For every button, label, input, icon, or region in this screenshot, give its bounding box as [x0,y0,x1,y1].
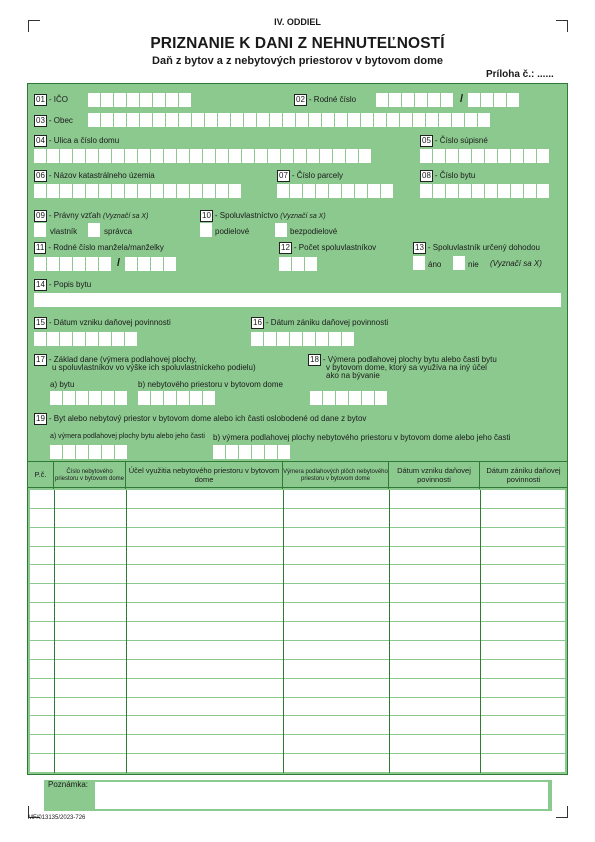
birth-number-part2-input[interactable] [468,93,519,107]
field-18-label-line3: ako na bývanie [326,371,380,380]
owner-label: vlastník [50,227,78,236]
spouse-birth-number-part1-input[interactable] [34,257,111,271]
column-divider [54,490,55,773]
table-row[interactable] [30,528,565,547]
flat-description-input[interactable] [34,293,561,307]
municipality-input[interactable] [88,113,490,127]
table-row[interactable] [30,641,565,660]
other-use-area-input[interactable] [310,391,387,405]
form-subtitle: Daň z bytov a z nebytových priestorov v bytovom dome [152,55,443,67]
column-header-number: P.č. [28,462,54,489]
field-17-label: 17 - Základ dane (výmera podlahovej plochy, [36,355,197,365]
column-divider [283,490,284,773]
column-header-floor-area: Výmera podlahových plôch nebytového priestoru v bytovom dome [283,462,389,489]
ico-input[interactable] [88,93,191,107]
column-header-end-date: Dátum zániku daňovej povinnosti [486,465,561,484]
column-divider [126,490,127,773]
parcel-number-input[interactable] [277,184,393,198]
field-03-label: 03 - Obec [36,116,73,126]
administrator-checkbox[interactable] [88,223,100,237]
column-header-purpose: Účel využitia nebytového priestoru v bytovom dome [126,462,283,489]
field-08-label: 08 - Číslo bytu [422,171,476,181]
exempt-flat-area-input[interactable] [50,445,127,459]
field-18-label-line2: v bytovom dome, ktorý sa využíva na iný účel [326,363,487,372]
note-input[interactable] [95,782,548,809]
field-17-label-line2: u spoluvlastníkov vo výške ich spoluvlastníckeho podielu) [52,363,256,372]
field-04-label: 04 - Ulica a číslo domu [36,136,120,146]
field-11-label: 11 - Rodné číslo manžela/manželky [36,243,164,253]
table-row[interactable] [30,509,565,528]
street-input[interactable] [34,149,371,163]
table-row[interactable] [30,754,565,773]
column-divider [389,490,390,773]
co-owners-count-input[interactable] [279,257,317,271]
birth-number-part1-input[interactable] [376,93,453,107]
table-row[interactable] [30,565,565,584]
table-row[interactable] [30,603,565,622]
shared-ownership-label: podielové [215,227,250,236]
agreed-co-owner-no-checkbox[interactable] [453,256,465,270]
crop-mark-bottom-right [556,806,568,818]
tax-liability-start-date-input[interactable] [34,332,137,346]
column-divider [480,490,481,773]
table-row[interactable] [30,698,565,717]
birth-number-separator: / [460,93,464,105]
table-row[interactable] [30,735,565,754]
field-19a-label: a) výmera podlahovej plochy bytu alebo jeho časti [50,433,205,440]
attachment-number: Príloha č.: ...... [486,69,554,80]
field-19b-label: b) výmera podlahovej plochy nebytového priestoru v bytovom dome alebo jeho časti [213,433,511,442]
column-header-start-date: Dátum vzniku daňovej povinnosti [389,462,480,489]
field-14-label: 14 - Popis bytu [36,280,92,290]
agreed-co-owner-yes-label: áno [428,260,442,269]
field-06-label: 06 - Názov katastrálneho územia [36,171,155,181]
field-17a-label: a) bytu [50,380,75,389]
nonresidential-premises-table[interactable] [30,490,565,773]
tax-liability-end-date-input[interactable] [251,332,354,346]
tax-base-flat-input[interactable] [50,391,127,405]
field-07-label: 07 - Číslo parcely [279,171,344,181]
field-15-label: 15 - Dátum vzniku daňovej povinnosti [36,318,171,328]
table-row[interactable] [30,584,565,603]
field-09-label: 09 - Právny vzťah (Vyznačí sa X) [36,211,149,221]
joint-ownership-label: bezpodielové [290,227,338,236]
cadastral-area-input[interactable] [34,184,241,198]
table-header [28,461,567,488]
exempt-nonresidential-area-input[interactable] [213,445,290,459]
field-19-label: 19 - Byt alebo nebytový priestor v bytovom dome alebo ich časti oslobodené od dane z bytov [36,414,367,424]
table-row[interactable] [30,490,565,509]
column-header-premises-number: Číslo nebytového priestoru v bytovom dome [54,462,126,489]
field-18-label: 18 - Výmera podlahovej plochy bytu alebo časti bytu [310,355,497,365]
form-panel [27,83,568,789]
registry-number-input[interactable] [420,149,549,163]
section-heading: IV. ODDIEL [274,17,321,27]
note-label: Poznámka: [48,780,89,789]
field-01-label: 01 - IČO [36,95,69,105]
table-row[interactable] [30,679,565,698]
form-title: PRIZNANIE K DANI Z NEHNUTEĽNOSTÍ [150,35,445,52]
table-row[interactable] [30,716,565,735]
agreed-co-owner-yes-checkbox[interactable] [413,256,425,270]
administrator-label: správca [104,227,133,236]
field-13-label: 13 - Spoluvlastník určený dohodou [415,243,540,253]
table-row[interactable] [30,622,565,641]
field-05-label: 05 - Číslo súpisné [422,136,488,146]
field-02-label: 02 - Rodné číslo [296,95,357,105]
joint-ownership-checkbox[interactable] [275,223,287,237]
agreed-co-owner-no-label: nie [468,260,479,269]
note-section [44,780,552,811]
table-row[interactable] [30,660,565,679]
spouse-birth-number-part2-input[interactable] [125,257,176,271]
spouse-birth-number-separator: / [117,257,121,269]
form-code: MF/013135/2023-726 [28,815,86,821]
shared-ownership-checkbox[interactable] [200,223,212,237]
field-17b-label: b) nebytového priestoru v bytovom dome [138,380,283,389]
flat-number-input[interactable] [420,184,549,198]
table-row[interactable] [30,547,565,566]
tax-base-nonresidential-input[interactable] [138,391,215,405]
owner-checkbox[interactable] [34,223,46,237]
field-12-label: 12 - Počet spoluvlastníkov [281,243,377,253]
field-16-label: 16 - Dátum zániku daňovej povinnosti [253,318,389,328]
agreed-co-owner-hint: (Vyznačí sa X) [490,259,542,268]
field-10-label: 10 - Spoluvlastníctvo (Vyznačí sa X) [202,211,326,221]
